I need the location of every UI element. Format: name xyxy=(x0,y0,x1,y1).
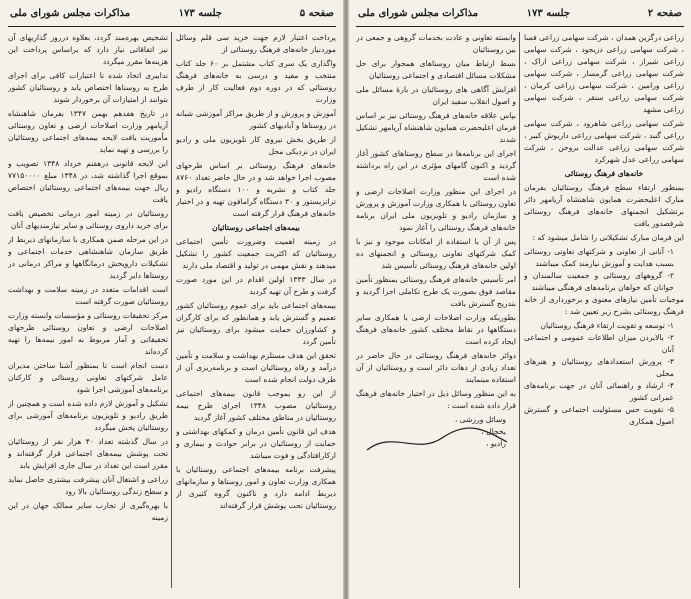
left-session-label: جلسه ۱۷۳ xyxy=(178,8,222,19)
list-item: ۳- پرورش استعدادهای روستائیان و هنرهای محلی xyxy=(524,357,674,378)
paragraph: این فرمان مبارک تشکیلاتی را شامل میشود که : xyxy=(532,233,684,242)
paragraph: وابسته تعاونی و عادت بخدمات گروهی و جمعی در بین روستائیان xyxy=(356,33,516,54)
paragraph: بیمه‌های اجتماعی باید برای عموم روستائیان کشور تعمیم و گسترش یابد و همانطور که برای کارگران و کشاورزان حمایت میشود برای روستائیان نیز تأمین گردد xyxy=(176,301,336,346)
paragraph: در اجرای این منظور وزارت اصلاحات ارضی و تعاون روستائی با همکاری وزارت آموزش و پرورش و سازمان رادیو و تلویزیون ملی ایران برنامه خانه‌های فرهنگ روستائی را آغاز نمود xyxy=(356,187,516,232)
column-divider xyxy=(519,32,520,588)
book-gutter xyxy=(343,0,349,599)
paragraph: به این منظور وسائل ذیل در اختیار خانه‌های فرهنگ قرار داده شده است : xyxy=(356,389,516,410)
list-item: رادیو ، xyxy=(485,439,506,448)
left-header-title: مذاکرات مجلس شورای ملی xyxy=(10,8,131,19)
paragraph: تشکیل و آموزش لازم داده شده است و همچنین از طریق رادیو و تلویزیون برنامه‌های آموزشی برای روستائیان پخش میگردد xyxy=(8,399,168,432)
paragraph: پرداخت اعتبار لازم جهت خرید سی قلم وسائل موردنیاز خانه‌های فرهنگ روستائی از xyxy=(176,33,336,54)
paragraph: با بهره‌گیری از تجارب سایر ممالک جهان در این زمینه xyxy=(8,501,168,522)
left-page-right-column xyxy=(176,32,336,592)
paragraph: دوائر خانه‌های فرهنگ روستائی در حال حاضر در تعداد زیادی از دهات دائر است و روستائیان از آن استفاده مینمایند xyxy=(356,351,516,384)
list-item: ۴- ارشاد و راهنمائی آنان در جهت برنامه‌های عمرانی کشور xyxy=(524,381,674,402)
right-page-number: صفحه ۲ xyxy=(647,8,682,19)
right-page-left-column xyxy=(356,32,516,592)
paragraph: موجبات تأمین نیازهای معنوی و برخورداری از خانه فرهنگ روستائی بشرح زیر تعیین شد : xyxy=(524,295,684,316)
paragraph: در تاریخ هفدهم بهمن ۱۳۴۷ بفرمان شاهنشاه آریامهر وزارت اصلاحات ارضی و تعاون روستائی مأموریت یافت لایحه بیمه‌های اجتماعی روستائیان را بررسی و تهیه نماید xyxy=(8,109,168,154)
paragraph: بطوریکه وزارت اصلاحات ارضی با همکاری سایر دستگاهها در نقاط مختلف کشور خانه‌های فرهنگ ایجاد کرده است xyxy=(356,313,516,346)
paragraph: پیشرفت برنامه بیمه‌های اجتماعی روستائیان با همکاری وزارت تعاون و امور روستاها و سازمانهای ذیربط ادامه دارد و تاکنون گروه کثیری از روستائیان تحت پوشش قرار گرفته‌اند xyxy=(176,465,336,510)
paragraph: امر تأسیس خانه‌های فرهنگ روستائی بمنظور تأمین مقاصد فوق بصورت یک طرح تکاملی اجرا گردید و بتدریج گسترش یافت xyxy=(356,275,516,308)
paragraph: است اقدامات متعدد در زمینه سلامت و بهداشت روستائیان صورت گرفته است xyxy=(8,285,168,306)
list-item: ۲- بالابردن میزان اطلاعات عمومی و اجتماعی آنان xyxy=(524,333,674,354)
paragraph: واگذاری یک سری کتاب مشتمل بر ۶۰ جلد کتاب منتخب و مفید و درسی به خانه‌های فرهنگ روستائی که در دوره دوم فعالیت کار از طرف وزارت xyxy=(176,59,336,104)
section-heading: خانه‌های فرهنگ روستائی xyxy=(564,169,644,178)
left-page-header xyxy=(4,4,340,26)
paragraph: این لایحه قانونی درهفتم خرداد ۱۳۴۸ تصویب و بموقع اجرا گذاشته شد، در ۱۳۴۸ مبلغ ۷۷۱۵۰۰۰۰ ریال جهت بیمه‌های اجتماعی روستائیان اختصاص یافت xyxy=(8,159,168,204)
list-item: یخچال ، xyxy=(481,427,506,436)
paragraph: بپاس علاقه خانه‌های فرهنگ روستائی نیز بر اساس فرمان اعلیحضرت همایون شاهنشاه آریامهر تشکیل شدند xyxy=(356,111,516,144)
paragraph: دست انجام است تا بمنظور آشنا ساختن مدیران عامل شرکتهای تعاونی روستائی و کارکنان برنامه‌های آموزشی اجرا شود xyxy=(8,361,168,394)
list-item: ۱- توسعه و تقویت ارتقاء فرهنگ روستائیان xyxy=(540,321,674,330)
left-page-number: صفحه ۵ xyxy=(299,8,334,19)
left-page-left-column xyxy=(8,32,168,592)
list-item: ۱- آنانی از تعاونی و شرکتهای تعاونی روستائی بسبب هدایت و آموزش نیازمند کمک میباشند xyxy=(524,247,674,268)
paragraph: در زمینه اهمیت وضرورت تأمین اجتماعی روستائیان که اکثریت جمعیت کشور را تشکیل میدهند و نقش مهمی در تولید و اقتصاد ملی دارند xyxy=(176,237,336,270)
paragraph: زراعی و اشتغال آنان پیشرفت بیشتری حاصل نماید و سطح زندگی روستائیان بالا رود xyxy=(8,475,168,496)
paragraph: آموزش و پرورش و از طریق مراکز آموزشی شبانه در روستاها و آبادیهای کشور xyxy=(176,109,336,130)
paragraph: اجرای این برنامه‌ها در سطح روستاهای کشور آغاز گردید و اکنون گامهای مؤثری در این راه برداشته شده است xyxy=(356,149,516,182)
paragraph: پس از آن با استفاده از امکانات موجود و نیز با کمک شرکتهای تعاونی روستائی و انجمنهای ده اولین خانه‌های فرهنگ روستائی تأسیس شد xyxy=(356,237,516,270)
left-page xyxy=(4,0,340,599)
paragraph: مرکز تحقیقات روستائی و مؤسسات وابسته وزارت اصلاحات ارضی و تعاون روستائی طرحهای تحقیقاتی و آمار مربوط به امور بیمه‌ها را تهیه کرده‌اند xyxy=(8,311,168,356)
paragraph: در سال ۱۳۴۳ اولین اقدام در این مورد صورت گرفت و طرح آن تهیه گردید xyxy=(176,275,336,296)
paragraph: تدابیری اتخاذ شده تا اعتبارات کافی برای اجرای طرح به روستاها اختصاص یابد و روستائیان کشور بتوانند از امتیازات آن برخوردار شوند xyxy=(8,71,168,104)
paragraph: افزایش آگاهی های روستائیان در بارهٔ مسائل ملی و اصول انقلاب سفید ایران xyxy=(356,85,516,106)
list-item: ۵- تقویت حس مسئولیت اجتماعی و گسترش اصول همکاری xyxy=(524,405,674,426)
paragraph: روستائیان در زمینه امور درمانی تخصیص یافت برای خرید داروی روستائی و سایر نیازمندیهای آنان xyxy=(8,209,168,230)
list-item: ۲- گروههای روستائی و جمعیت سالمندان و جوانان که خواهان برنامه‌های فرهنگی میباشند xyxy=(524,271,674,292)
right-header-title: مذاکرات مجلس شورای ملی xyxy=(358,8,479,19)
header-rule xyxy=(356,26,684,27)
paragraph: هدف این قانون تأمین درمان و کمکهای بهداشتی و حمایت از روستائیان در برابر حوادث و بیماری و ازکارافتادگی و فوت میباشد xyxy=(176,427,336,460)
right-page xyxy=(352,0,688,599)
right-page-right-column xyxy=(524,32,684,592)
right-page-header xyxy=(352,4,688,26)
paragraph: تحقق این هدف مستلزم بهداشت و سلامت و تأمین درآمد و رفاه روستائیان است و برنامه‌ریزی آن از طرف دولت انجام شده است xyxy=(176,351,336,384)
right-session-label: جلسه ۱۷۳ xyxy=(526,8,570,19)
column-divider xyxy=(171,32,172,588)
paragraph: بمنظور ارتقاء سطح فرهنگ روستائیان بفرمان مبارک اعلیحضرت همایون شاهنشاه آریامهر دائر برتشکیل انجمنهای خانه‌های فرهنگ روستائی شرفصدور یافت xyxy=(524,183,684,228)
section-heading: بیمه‌های اجتماعی روستائیان xyxy=(212,223,300,232)
paragraph: تشخیص بهره‌مند گردد، بعلاوه درروز گذاریهای آن نیز اتفاقاتی نیاز دارد که براساس پرداخت این هزینه‌ها مقرر میگردد xyxy=(8,33,168,66)
paragraph: در این مرحله ضمن همکاری با سازمانهای ذیربط از طریق سازمان شاهنشاهی خدمات اجتماعی و تشکیلات داروپخش درمانگاهها و مراکز درمانی در روستاها دایر گردید xyxy=(8,235,168,280)
paragraph: از این رو بموجب قانون بیمه‌های اجتماعی روستائیان مصوب ۱۳۴۸ اجرای طرح بیمه روستائیان در مناطق مختلف کشور آغاز گردید xyxy=(176,389,336,422)
paragraph: خانه‌های فرهنگ روستائی بر اساس طرحهای مصوب اجرا خواهد شد و در حال حاضر تعداد ۸۷۶۰ جلد کتاب و نشریه و ۱۰۰ دستگاه رادیو و ترانزیستور و ۳۰ دستگاه گرامافون تهیه و در اختیار خانه‌های فرهنگ قرار گرفته است xyxy=(176,161,336,218)
list-item: وسائل ورزشی ، xyxy=(454,415,506,424)
paragraph: در سال گذشته تعداد ۴۰ هزار نفر از روستائیان تحت پوشش بیمه‌های اجتماعی قرار گرفته‌اند و مقرر است این تعداد در سال جاری افزایش یابد xyxy=(8,437,168,470)
paragraph: زراعی درگزین همدان ، شرکت سهامی زراعی فسا ، شرکت سهامی زراعی دزیجود ، شرکت سهامی زراعی شیراز ، شرکت سهامی زراعی اراک ، شرکت سهامی زراعی گرمسار ، شرکت سهامی زراعی ورامین ، شرکت سهامی زراعی کرمان ، شرکت سهامی زراعی سنقر ، شرکت سهامی زراعی مشهد xyxy=(524,33,684,114)
header-rule xyxy=(8,26,336,27)
paragraph: بسط ارتباط میان روستاهای همجوار برای حل مشکلات مسائل اقتصادی و اجتماعی روستائیان xyxy=(356,59,516,80)
paragraph: از طریق بخش نیروی کار تلویزیون ملی و رادیو ایران در نزدیکی محل xyxy=(176,135,336,156)
paragraph: شرکت سهامی زراعی شاهرود ، شرکت سهامی زراعی گنبد ، شرکت سهامی زراعی داریوش کبیر ، شرکت سهامی زراعی عدالت بروجن ، شرکت سهامی زراعی عدل شهرکرد xyxy=(524,119,684,164)
